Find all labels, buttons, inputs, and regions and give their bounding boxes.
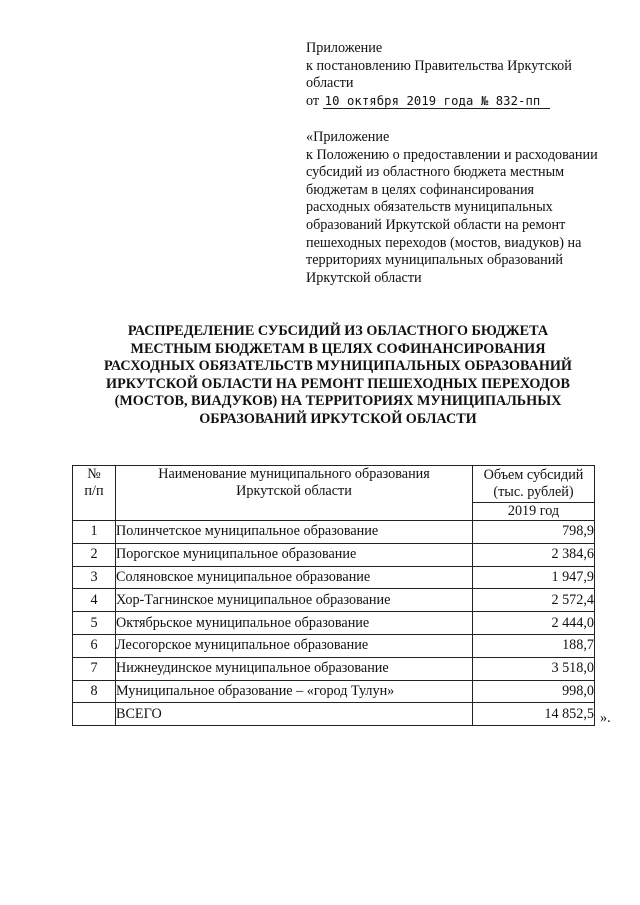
row-number: 8 bbox=[73, 680, 116, 703]
title-line: (МОСТОВ, ВИАДУКОВ) НА ТЕРРИТОРИЯХ МУНИЦИПАЛЬНЫХ bbox=[114, 393, 562, 410]
municipality-name: Полинчетское муниципальное образование bbox=[116, 521, 473, 544]
table-row bbox=[73, 634, 595, 657]
municipality-name: Муниципальное образование – «город Тулун» bbox=[116, 680, 473, 703]
subsidy-amount: 3 518,0 bbox=[473, 657, 595, 680]
annex-quote-line: расходных обязательств муниципальных bbox=[306, 199, 553, 216]
table-row bbox=[73, 589, 595, 612]
title-line: МЕСТНЫМ БЮДЖЕТАМ В ЦЕЛЯХ СОФИНАНСИРОВАНИЯ bbox=[130, 340, 546, 357]
resolution-date-number: 10 октября 2019 года № 832-пп bbox=[323, 94, 551, 109]
subsidy-amount: 798,9 bbox=[473, 521, 595, 544]
total-label: ВСЕГО bbox=[116, 703, 473, 726]
municipality-name: Порогское муниципальное образование bbox=[116, 543, 473, 566]
table-row bbox=[73, 566, 595, 589]
municipality-name: Соляновское муниципальное образование bbox=[116, 566, 473, 589]
total-amount: 14 852,5 bbox=[473, 703, 595, 726]
subsidy-amount: 2 384,6 bbox=[473, 543, 595, 566]
column-header-number-line: п/п bbox=[84, 483, 104, 499]
row-number: 6 bbox=[73, 634, 116, 657]
column-header-year: 2019 год bbox=[473, 503, 595, 521]
column-header-amount-line: Объем субсидий bbox=[483, 467, 584, 483]
annex-header-line: области bbox=[306, 75, 354, 91]
annex-header-line: к постановлению Правительства Иркутской bbox=[306, 57, 572, 74]
closing-quote-mark: ». bbox=[600, 710, 611, 726]
title-line: РАСПРЕДЕЛЕНИЕ СУБСИДИЙ ИЗ ОБЛАСТНОГО БЮДЖЕТА bbox=[127, 323, 549, 339]
municipality-name: Лесогорское муниципальное образование bbox=[116, 634, 473, 657]
annex-header bbox=[306, 40, 606, 110]
annex-header-line: Приложение bbox=[306, 40, 383, 56]
annex-quote-line: Иркутской области bbox=[306, 269, 422, 286]
table-row bbox=[73, 612, 595, 635]
row-number: 7 bbox=[73, 657, 116, 680]
total-row-number bbox=[73, 703, 116, 726]
municipality-name: Хор-Тагнинское муниципальное образование bbox=[116, 589, 473, 612]
subsidy-amount: 2 572,4 bbox=[473, 589, 595, 612]
resolution-reference bbox=[306, 93, 606, 111]
subsidy-table bbox=[72, 465, 595, 726]
municipality-name: Нижнеудинское муниципальное образование bbox=[116, 657, 473, 680]
column-header-municipality bbox=[116, 466, 473, 521]
column-header-amount-line: (тыс. рублей) bbox=[493, 484, 574, 500]
subsidy-amount: 188,7 bbox=[473, 634, 595, 657]
column-header-number bbox=[73, 466, 116, 521]
title-line: РАСХОДНЫХ ОБЯЗАТЕЛЬСТВ МУНИЦИПАЛЬНЫХ ОБРАЗОВАНИЙ bbox=[104, 358, 572, 375]
annex-quote-line: территориях муниципальных образований bbox=[306, 252, 563, 269]
column-header-number-line: № bbox=[87, 466, 101, 482]
subsidy-amount: 1 947,9 bbox=[473, 566, 595, 589]
municipality-name: Октябрьское муниципальное образование bbox=[116, 612, 473, 635]
row-number: 3 bbox=[73, 566, 116, 589]
subsidy-amount: 2 444,0 bbox=[473, 612, 595, 635]
table-row bbox=[73, 543, 595, 566]
title-line: ИРКУТСКОЙ ОБЛАСТИ НА РЕМОНТ ПЕШЕХОДНЫХ ПЕРЕХОДОВ bbox=[106, 375, 570, 392]
annex-quote bbox=[306, 129, 626, 287]
table-row bbox=[73, 680, 595, 703]
title-line: ОБРАЗОВАНИЙ ИРКУТСКОЙ ОБЛАСТИ bbox=[199, 410, 477, 427]
annex-quote-line: к Положению о предоставлении и расходовании bbox=[306, 146, 598, 163]
row-number: 4 bbox=[73, 589, 116, 612]
column-header-municipality-line: Наименование муниципального образования bbox=[158, 466, 430, 482]
row-number: 1 bbox=[73, 521, 116, 544]
subsidy-amount: 998,0 bbox=[473, 680, 595, 703]
table-row bbox=[73, 657, 595, 680]
annex-quote-line: бюджетам в целях софинансирования bbox=[306, 181, 535, 198]
reference-prefix: от bbox=[306, 92, 320, 109]
table-total-row bbox=[73, 703, 595, 726]
table-header-row bbox=[73, 466, 595, 503]
document-title bbox=[60, 323, 616, 429]
table-row bbox=[73, 521, 595, 544]
column-header-municipality-line: Иркутской области bbox=[236, 483, 352, 499]
row-number: 2 bbox=[73, 543, 116, 566]
row-number: 5 bbox=[73, 612, 116, 635]
column-header-amount bbox=[473, 466, 595, 503]
annex-quote-line: «Приложение bbox=[306, 129, 390, 145]
annex-quote-line: субсидий из областного бюджета местным bbox=[306, 164, 565, 181]
annex-quote-line: образований Иркутской области на ремонт bbox=[306, 216, 566, 233]
annex-quote-line: пешеходных переходов (мостов, виадуков) на bbox=[306, 234, 582, 251]
